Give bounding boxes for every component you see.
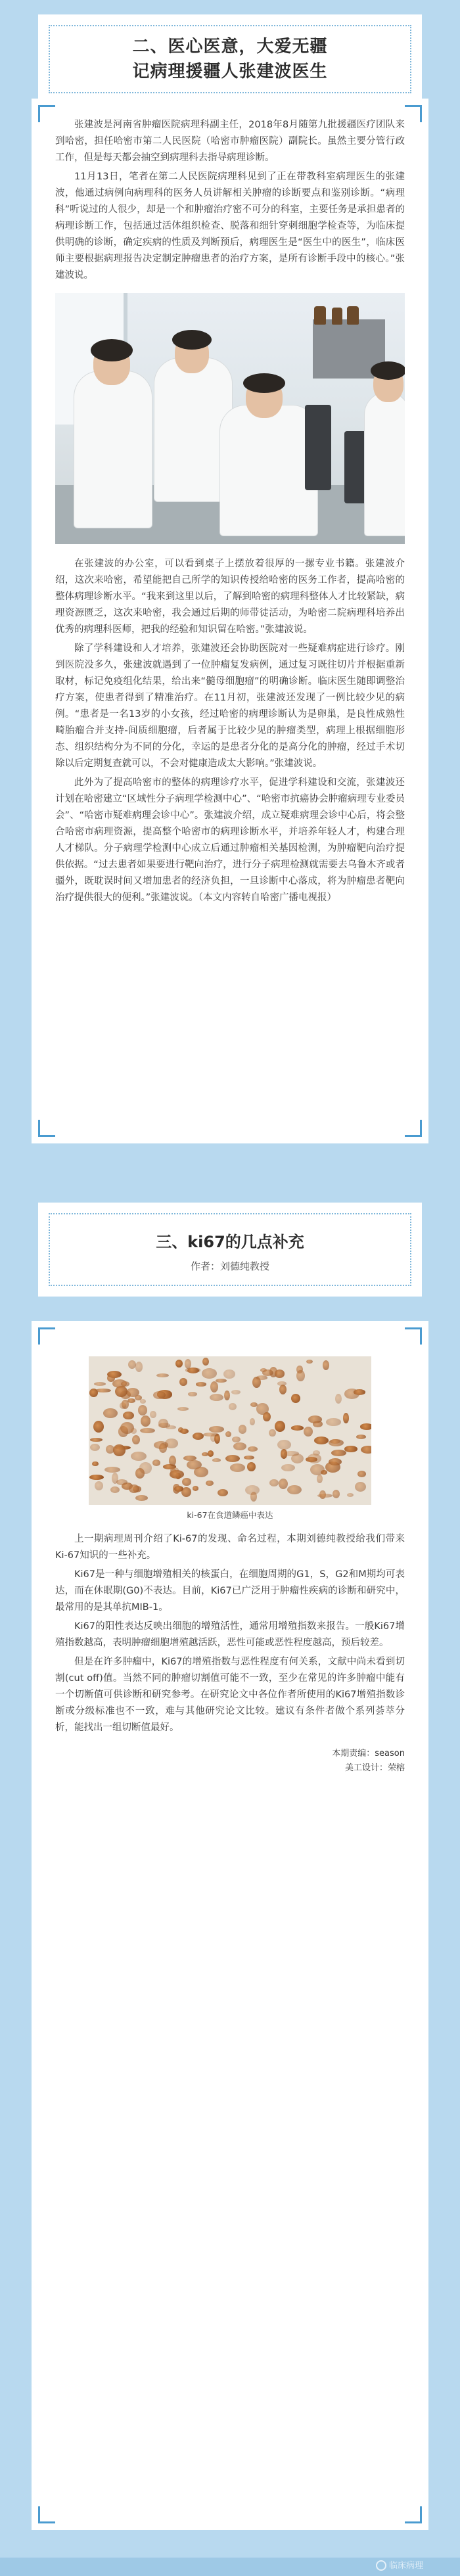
stained-nucleus (357, 1471, 367, 1477)
stained-nucleus (331, 1450, 346, 1456)
stained-nucleus (314, 1437, 329, 1444)
article-paragraph: 此外为了提高哈密市的整体的病理诊疗水平，促进学科建设和交流，张建波还计划在哈密建立“区域性分子病理学检测中心”、“哈密市抗癌协会肿瘤病理专业委员会”、“哈密市疑难病理会诊中心”。张建波介绍，成立疑难病理会诊中心后，将会整合哈密市病理资源，提高整个哈密市的病理诊断水平，并培养年轻人才，构建合理人才梯队。分子病理学检测中心成立后通过肿瘤相关基因检测，为肿瘤靶向治疗提供依据。“过去患者如果要进行靶向治疗，进行分子病理检测就需要去乌鲁木齐或者疆外，既耽误时间又增加患者的经济负担，一旦诊断中心落成，将为肿瘤患者靶向治疗提供很大的便利。”张建波说。（本文内容转自哈密广播电视报） (55, 777, 405, 903)
pathology-lab-photo (55, 293, 405, 544)
section-header-3 (38, 1203, 422, 1297)
stained-nucleus (127, 1398, 136, 1404)
stained-nucleus (104, 1467, 120, 1473)
article-paragraph: 在张建波的办公室，可以看到桌子上摆放着很厚的一摞专业书籍。张建波介绍，这次来哈密，希望能把自己所学的知识传授给哈密的医务工作者，提高哈密的整体病理诊断水平。“我来到这里以后，了解到哈密的病理科整体人才比较紧缺，病理资源匮乏，这次来哈密，我会通过后期的师带徒活动，为哈密二院病理科培养出优秀的病理科医师，把我的经验和知识留在哈密。”张建波说。 (55, 559, 405, 635)
stained-nucleus (89, 1389, 97, 1397)
stained-nucleus (247, 1462, 256, 1471)
stained-nucleus (135, 1395, 142, 1400)
section-header-frame (49, 25, 411, 93)
stained-nucleus (335, 1394, 342, 1404)
photo-person (364, 392, 405, 536)
credits (55, 1747, 405, 1776)
stained-nucleus (277, 1381, 286, 1386)
corner-bracket (405, 1120, 422, 1137)
stained-nucleus (113, 1444, 125, 1456)
corner-bracket (405, 1327, 422, 1345)
editor-credit: 本期责编：season (332, 1749, 405, 1759)
corner-bracket (38, 1120, 55, 1137)
stained-nucleus (212, 1458, 221, 1462)
stained-nucleus (179, 1378, 187, 1387)
stained-nucleus (323, 1360, 329, 1370)
stained-nucleus (93, 1421, 104, 1433)
stained-nucleus (153, 1391, 166, 1400)
stained-nucleus (210, 1394, 223, 1401)
watermark-text: 临床病理 (388, 2560, 423, 2571)
stained-nucleus (116, 1479, 127, 1485)
stained-nucleus (170, 1470, 183, 1479)
stained-nucleus (304, 1427, 313, 1437)
stained-nucleus (194, 1467, 208, 1477)
stained-nucleus (262, 1369, 273, 1376)
stained-nucleus (225, 1455, 240, 1462)
stained-nucleus (263, 1412, 271, 1422)
stained-nucleus (281, 1464, 295, 1471)
stained-nucleus (182, 1478, 191, 1486)
stained-nucleus (269, 1479, 279, 1486)
stained-nucleus (94, 1382, 106, 1386)
section-title: 三、ki67的几点补充 (156, 1233, 304, 1251)
watermark (376, 2558, 423, 2571)
stained-nucleus (343, 1413, 350, 1423)
designer-credit: 美工设计：荣榕 (344, 1763, 405, 1773)
stained-nucleus (107, 1371, 122, 1378)
section-header-frame (49, 1213, 411, 1286)
section-title-line1: 二、医心医意，大爱无疆 (132, 37, 328, 57)
stained-nucleus (203, 1433, 218, 1437)
stained-nucleus (308, 1454, 321, 1463)
stained-nucleus (92, 1461, 99, 1467)
article-paragraph: 11月13日，笔者在第二人民医院病理科见到了正在带教科室病理医生的张建波，他通过病例向病理科的医务人员讲解相关肿瘤的诊断要点和鉴别诊断。“病理科”听说过的人很少，却是一个和肿瘤治疗密不可分的科室，主要任务是承担患者的病理诊断工作，包括通过活体组织检查、脱落和细针穿刺细胞学检查等，为临床提供明确的诊断，确定疾病的性质及判断预后，病理医生是“医生中的医生”，临床医师主要根据病理报告决定制定肿瘤患者的治疗方案，是所有诊断手段中的核心。”张建波说。 (55, 172, 405, 281)
photo-person (74, 371, 152, 528)
stained-nucleus (279, 1479, 288, 1490)
stained-nucleus (284, 1451, 299, 1456)
stained-nucleus (317, 1475, 322, 1483)
stained-nucleus (193, 1433, 204, 1440)
corner-bracket (38, 2506, 55, 2523)
corner-bracket (405, 105, 422, 122)
photo-bottle (347, 306, 359, 325)
stained-nucleus (132, 1435, 140, 1444)
stained-nucleus (279, 1385, 287, 1394)
stained-nucleus (275, 1369, 285, 1377)
stained-nucleus (256, 1375, 268, 1379)
stained-nucleus (123, 1412, 134, 1420)
stained-nucleus (141, 1415, 150, 1427)
section-title-line2: 记病理援疆人张建波医生 (132, 62, 328, 81)
stained-nucleus (218, 1489, 228, 1496)
stained-nucleus (158, 1419, 168, 1427)
stained-nucleus (152, 1460, 160, 1466)
stained-nucleus (131, 1452, 147, 1461)
watermark-logo-icon (376, 2560, 386, 2571)
article-paragraph: Ki67是一种与细胞增殖相关的核蛋白，在细胞周期的G1，S，G2和M期均可表达，而在休眠期(G0)不表达。目前，Ki67已广泛用于肿瘤性疾病的诊断和研究中，最常用的是其单抗MIB-1。 (55, 1569, 405, 1613)
stained-nucleus (180, 1429, 189, 1434)
author-line: 作者：刘德纯教授 (190, 1260, 269, 1272)
stained-nucleus (209, 1426, 224, 1433)
stained-nucleus (89, 1475, 104, 1480)
stained-nucleus (287, 1485, 302, 1494)
article-paragraph: Ki67的阳性表达反映出细胞的增殖活性，通常用增殖指数来报告。一般Ki67增殖指数越高，表明肿瘤细胞增殖越活跃，恶性可能或恶性程度越高，预后较差。 (55, 1621, 405, 1648)
stained-nucleus (140, 1399, 146, 1404)
photo-hair (371, 361, 405, 380)
photo-bottle (314, 306, 326, 325)
stained-nucleus (291, 1425, 304, 1430)
stained-nucleus (229, 1403, 237, 1410)
stained-nucleus (329, 1458, 342, 1465)
stained-nucleus (326, 1418, 341, 1425)
stained-nucleus (277, 1440, 291, 1450)
section-header-2 (38, 14, 422, 104)
stained-nucleus (139, 1462, 152, 1473)
stained-nucleus (156, 1373, 169, 1377)
stained-nucleus (306, 1360, 313, 1364)
stained-nucleus (177, 1407, 189, 1411)
stained-nucleus (128, 1360, 136, 1369)
stained-nucleus (208, 1450, 214, 1457)
stained-nucleus (232, 1437, 241, 1442)
stained-nucleus (138, 1405, 147, 1415)
image-caption: ki-67在食道鳞癌中表达 (187, 1510, 273, 1520)
stained-nucleus (223, 1369, 235, 1379)
stained-nucleus (140, 1428, 155, 1433)
article-card-2 (32, 99, 428, 1143)
stained-nucleus (356, 1435, 366, 1439)
stained-nucleus (206, 1481, 214, 1486)
stained-nucleus (310, 1464, 325, 1475)
stained-nucleus (193, 1486, 198, 1491)
stained-nucleus (135, 1362, 143, 1372)
stained-nucleus (230, 1463, 244, 1472)
stained-nucleus (150, 1411, 156, 1418)
stained-nucleus (250, 1418, 255, 1425)
article-card-3 (32, 1321, 428, 2530)
stained-nucleus (216, 1379, 227, 1383)
corner-bracket (38, 105, 55, 122)
stained-nucleus (188, 1392, 197, 1397)
stained-nucleus (202, 1358, 209, 1366)
stained-nucleus (131, 1428, 137, 1434)
stained-nucleus (275, 1421, 285, 1432)
stained-nucleus (175, 1360, 183, 1368)
article-paragraph: 但是在许多肿瘤中，Ki67的增殖指数与恶性程度有何关系，文献中尚未看到切割(cut off)值。当然不同的肿瘤切割值可能不一致，至少在常见的许多肿瘤中能有一个切断值可供诊断和研究参考。在研究论文中各位作者所使用的Ki67增殖指数诊断或分级标准也不一致，难与其他研究论文比较。建议有条件者做个系列荟萃分析，能找出一组切断值最好。 (55, 1657, 405, 1733)
stained-nucleus (225, 1431, 231, 1437)
stained-nucleus (231, 1390, 241, 1394)
stained-nucleus (333, 1490, 340, 1499)
photo-microscope (305, 405, 331, 490)
stained-nucleus (239, 1425, 247, 1433)
corner-bracket (38, 1327, 55, 1345)
stained-nucleus (224, 1391, 230, 1400)
stained-nucleus (296, 1370, 305, 1381)
stained-nucleus (344, 1446, 357, 1452)
stained-nucleus (347, 1493, 354, 1498)
stained-nucleus (269, 1429, 275, 1437)
stained-nucleus (202, 1368, 217, 1379)
stained-nucleus (329, 1439, 344, 1446)
stained-nucleus (103, 1408, 118, 1418)
article-paragraph: 上一期病理周刊介绍了Ki-67的发现、命名过程，本期刘德纯教授给我们带来Ki-67知识的一些补充。 (55, 1534, 405, 1561)
stained-nucleus (233, 1442, 246, 1450)
stained-nucleus (245, 1485, 260, 1495)
ki67-micrograph (89, 1356, 371, 1505)
stained-nucleus (90, 1438, 103, 1442)
stained-nucleus (355, 1482, 366, 1492)
photo-hair (243, 373, 285, 393)
stained-nucleus (95, 1481, 103, 1490)
stained-nucleus (159, 1443, 167, 1453)
stained-nucleus (361, 1446, 371, 1454)
photo-hair (91, 339, 133, 361)
stained-nucleus (354, 1389, 365, 1394)
stained-nucleus (185, 1359, 191, 1369)
photo-hair (172, 330, 212, 350)
photo-person (219, 405, 318, 536)
stained-nucleus (135, 1495, 148, 1501)
stained-nucleus (248, 1446, 258, 1451)
article-paragraph: 张建波是河南省肿瘤医院病理科副主任，2018年8月随第九批援疆医疗团队来到哈密，担任哈密市第二人民医院（哈密市肿瘤医院）副院长。虽然主要分管行政工作，但是每天都会抽空到病理科去指导病理诊断。 (55, 120, 405, 163)
stained-nucleus (110, 1486, 120, 1493)
stained-nucleus (317, 1494, 333, 1498)
stained-nucleus (244, 1456, 254, 1460)
corner-bracket (405, 2506, 422, 2523)
stained-nucleus (210, 1381, 218, 1393)
stained-nucleus (308, 1415, 323, 1423)
stained-nucleus (121, 1381, 129, 1386)
stained-nucleus (291, 1394, 300, 1403)
article-paragraph: 除了学科建设和人才培养，张建波还会协助医院对一些疑难病症进行诊疗。刚到医院没多久，张建波就遇到了一位肿瘤复发病例，通过复习既往切片并根据重新取材，标记免疫组化结果，给出来“髓母细胞瘤”的明确诊断。临床医生随即调整治疗方案，使患者得到了精准治疗。在11月初，张建波还发现了一例比较少见的病例。“患者是一名13岁的小女孩，经过哈密的病理诊断认为是卵巢，是良性成熟性畸胎瘤合并支持-间质细胞瘤，后者属于比较少见的肿瘤类型，病理上根据细胞形态、组织结构分为不同的分化，幸运的是患者分化的是高分化的肿瘤，经过手术切除以后定期复查就可以，不会对健康造成太大影响。”张建波说。 (55, 643, 405, 769)
photo-bottle (332, 308, 342, 325)
stained-nucleus (196, 1382, 206, 1386)
stained-nucleus (169, 1456, 176, 1466)
stained-nucleus (360, 1423, 371, 1429)
stained-nucleus (90, 1444, 101, 1452)
